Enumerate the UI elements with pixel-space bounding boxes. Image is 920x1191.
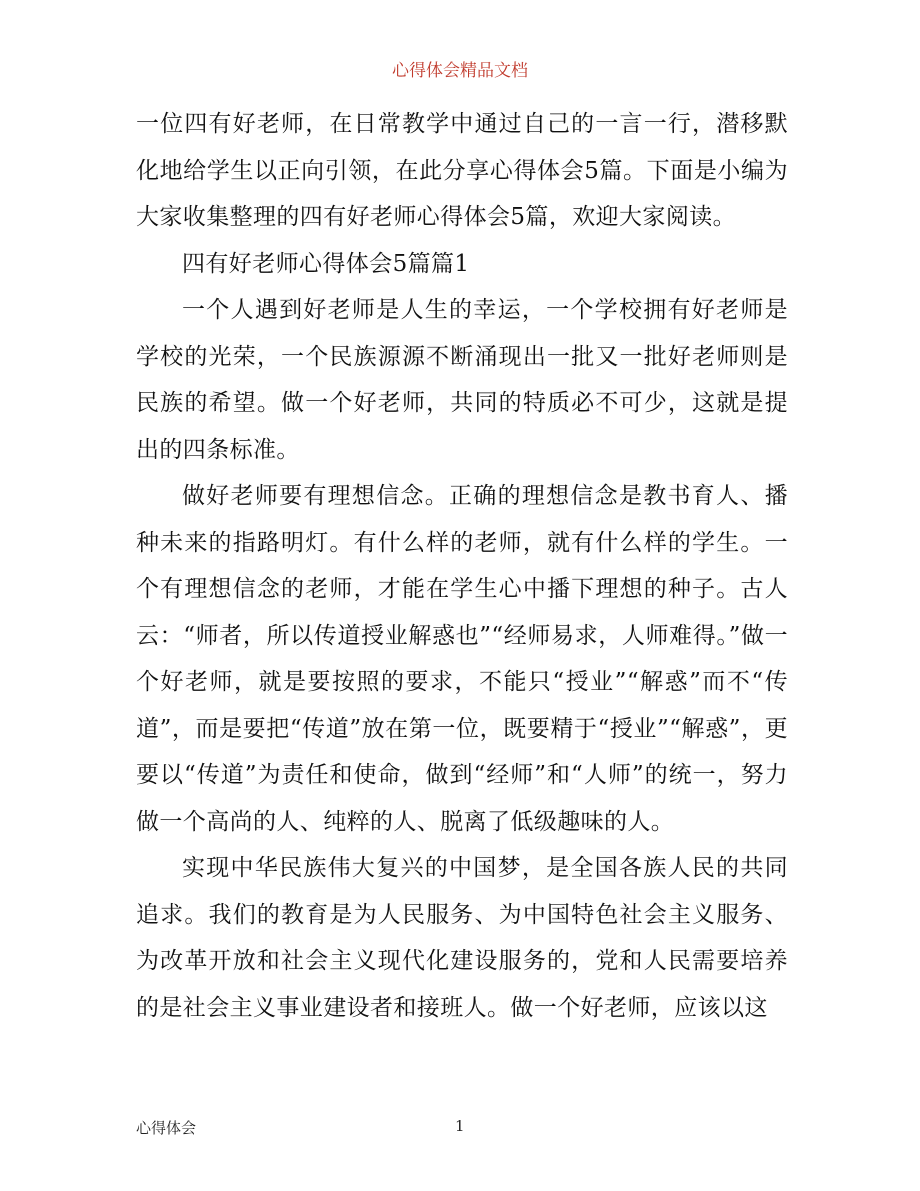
paragraph: 做好老师要有理想信念。正确的理想信念是教书育人、播种未来的指路明灯。有什么样的老师，就有什么样的学生。一个有理想信念的老师，才能在学生心中播下理想的种子。古人云：“师者，所以传道授业解惑也”“经师易求，人师难得。”做一个好老师，就是要按照的要求，不能只“授业”“解惑”而不“传道”，而是要把“传道”放在第一位，既要精于“授业”“解惑”，更要以“传道”为责任和使命，做到“经师”和“人师”的统一，努力做一个高尚的人、纯粹的人、脱离了低级趣味的人。 <box>136 483 788 835</box>
document-body <box>136 101 788 1031</box>
page-number: 1 <box>455 1117 465 1135</box>
footer-label: 心得体会 <box>136 1119 197 1137</box>
paragraph: 一个人遇到好老师是人生的幸运，一个学校拥有好老师是学校的光荣，一个民族源源不断涌现出一批又一批好老师则是民族的希望。做一个好老师，共同的特质必不可少，这就是提出的四条标准。 <box>136 297 788 463</box>
paragraph-intro: 一位四有好老师，在日常教学中通过自己的一言一行，潜移默化地给学生以正向引领，在此分享心得体会5篇。下面是小编为大家收集整理的四有好老师心得体会5篇，欢迎大家阅读。 <box>136 111 788 230</box>
section-heading: 四有好老师心得体会5篇篇1 <box>182 250 470 277</box>
header-title: 心得体会精品文档 <box>392 61 528 81</box>
paragraph: 实现中华民族伟大复兴的中国梦，是全国各族人民的共同追求。我们的教育是为人民服务、为中国特色社会主义服务、为改革开放和社会主义现代化建设服务的，党和人民需要培养的是社会主义事业建设者和接班人。做一个好老师，应该以这 <box>136 855 788 1021</box>
